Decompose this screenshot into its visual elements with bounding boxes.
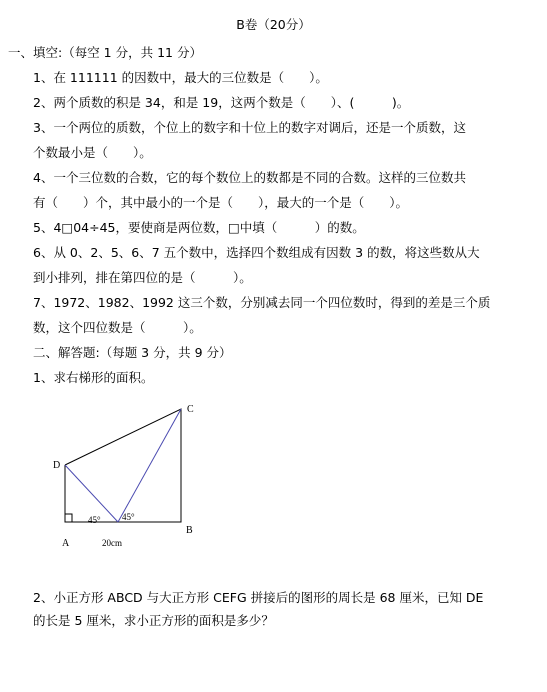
page-title: B卷（20分） xyxy=(236,17,311,32)
trapezoid-figure xyxy=(40,395,210,558)
label-b: B xyxy=(186,525,193,536)
angle-label-left: 45° xyxy=(88,515,101,525)
right-angle-mark xyxy=(65,514,72,522)
solve-question-1: 1、求右梯形的面积。 xyxy=(33,370,154,385)
question-line-5: 5、4□04÷45，要使商是两位数，□中填（ ）的数。 xyxy=(33,220,365,235)
segment-d-to-base xyxy=(65,465,118,522)
angle-label-right: 45° xyxy=(122,512,135,522)
label-a: A xyxy=(62,538,70,549)
trapezoid-outline xyxy=(65,409,181,522)
segment-c-to-base xyxy=(118,409,181,522)
question-line-2: 2、两个质数的积是 34，和是 19，这两个数是（ ）、( )。 xyxy=(33,95,410,110)
question-line-1: 1、在 111111 的因数中，最大的三位数是（ ）。 xyxy=(33,70,328,85)
question-line-7: 7、1972、1982、1992 这三个数，分别减去同一个四位数时，得到的差是三个质 xyxy=(33,295,491,310)
length-label: 20cm xyxy=(102,538,122,548)
solve-question-2-cont: 的长是 5 厘米，求小正方形的面积是多少？ xyxy=(33,613,274,628)
solve-question-2: 2、小正方形 ABCD 与大正方形 CEFG 拼接后的图形的周长是 68 厘米，已知 DE xyxy=(33,590,484,605)
label-c: C xyxy=(187,404,194,415)
question-line-4: 4、一个三位数的合数，它的每个数位上的数都是不同的合数。这样的三位数共 xyxy=(33,170,466,185)
question-line-6-cont: 到小排列，排在第四位的是（ ）。 xyxy=(33,270,252,285)
question-line-7-cont: 数，这个四位数是（ ）。 xyxy=(33,320,202,335)
trapezoid-diagram xyxy=(40,395,210,555)
question-line-4-cont: 有（ ）个，其中最小的一个是（ ），最大的一个是（ ）。 xyxy=(33,195,409,210)
section1-heading: 一、填空:（每空 1 分，共 11 分） xyxy=(8,45,202,60)
label-d: D xyxy=(53,460,61,471)
question-line-6: 6、从 0、2、5、6、7 五个数中，选择四个数组成有因数 3 的数，将这些数从大 xyxy=(33,245,480,260)
question-line-3-cont: 个数最小是（ ）。 xyxy=(33,145,152,160)
section2-heading: 二、解答题:（每题 3 分，共 9 分） xyxy=(33,345,232,360)
question-line-3: 3、一个两位的质数，个位上的数字和十位上的数字对调后，还是一个质数，这 xyxy=(33,120,466,135)
